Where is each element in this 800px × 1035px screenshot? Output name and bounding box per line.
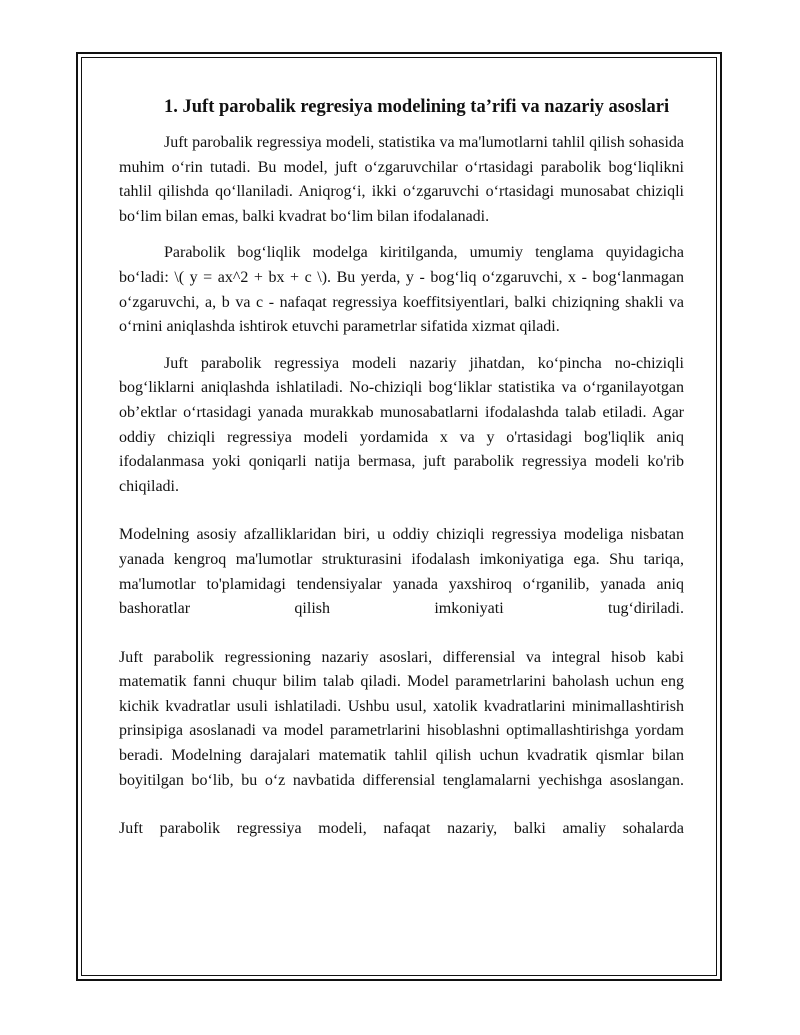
paragraph-2: Parabolik bog‘liqlik modelga kiritilganda, umumiy tenglama quyidagicha bo‘ladi: \( y = ax^2 + bx + c \). Bu yerda, y - bog‘liq o‘zgaruvchi, x - bog‘lanmagan o‘zgaruvchi, a, b va c - nafaqat regressiya koeffitsiyentlari, balki chiziqning shakli va o‘rnini aniqlashda ishtirok etuvchi parametrlar sifatida xizmat qiladi. bbox=[119, 244, 684, 336]
paragraph-6: Juft parabolik regressiya modeli, nafaqat nazariy, balki amaliy sohalarda bbox=[119, 820, 684, 838]
section-heading: 1. Juft parobalik regresiya modelining ta’rifi va nazariy asoslari bbox=[164, 97, 670, 117]
document-body bbox=[119, 94, 684, 854]
paragraph-4: Modelning asosiy afzalliklaridan biri, u oddiy chiziqli regressiya modeliga nisbatan yanada kengroq ma'lumotlar strukturasini ifodalash imkoniyatiga ega. Shu tariqa, ma'lumotlar to'plamidagi tendensiyalar yanada yaxshiroq o‘rganilib, yanada aniq bashoratlar qilish imkoniyati tug‘diriladi. bbox=[119, 526, 684, 618]
paragraph-3: Juft parabolik regressiya modeli nazariy jihatdan, ko‘pincha no-chiziqli bog‘liklarni aniqlashda ishlatiladi. No-chiziqli bog‘liklar statistika va o‘rganilayotgan ob’ektlar o‘rtasidagi yanada murakkab munosabatlarni ifodalashda talab etiladi. Agar oddiy chiziqli regressiya modeli yordamida x va y o'rtasidagi bog'liqlik aniq ifodalanmasa yoki qoniqarli natija bermasa, juft parabolik regressiya modeli ko'rib chiqiladi. bbox=[119, 354, 684, 495]
paragraph-1: Juft parobalik regressiya modeli, statistika va ma'lumotlarni tahlil qilish sohasida muhim o‘rin tutadi. Bu model, juft o‘zgaruvchilar o‘rtasidagi parabolik bog‘liqlikni tahlil qilishda qo‘llaniladi. Aniqrog‘i, ikki o‘zgaruvchi o‘rtasidagi munosabat chiziqli bo‘lim bilan emas, balki kvadrat bo‘lim bilan ifodalanadi. bbox=[119, 134, 684, 225]
paragraph-5: Juft parabolik regressioning nazariy asoslari, differensial va integral hisob kabi matematik fanni chuqur bilim talab qiladi. Model parametrlarini baholash uchun eng kichik kvadratlar usuli ishlatiladi. Ushbu usul, xatolik kvadratlarini minimallashtirish prinsipiga asoslanadi va model parametrlarini hisoblashni optimallashtirishga yordam beradi. Modelning darajalari matematik tahlil qilish uchun kvadratik qismlar bilan boyitilgan bo‘lib, bu o‘z navbatida differensial tenglamalarni yechishga asoslangan. bbox=[119, 648, 684, 789]
